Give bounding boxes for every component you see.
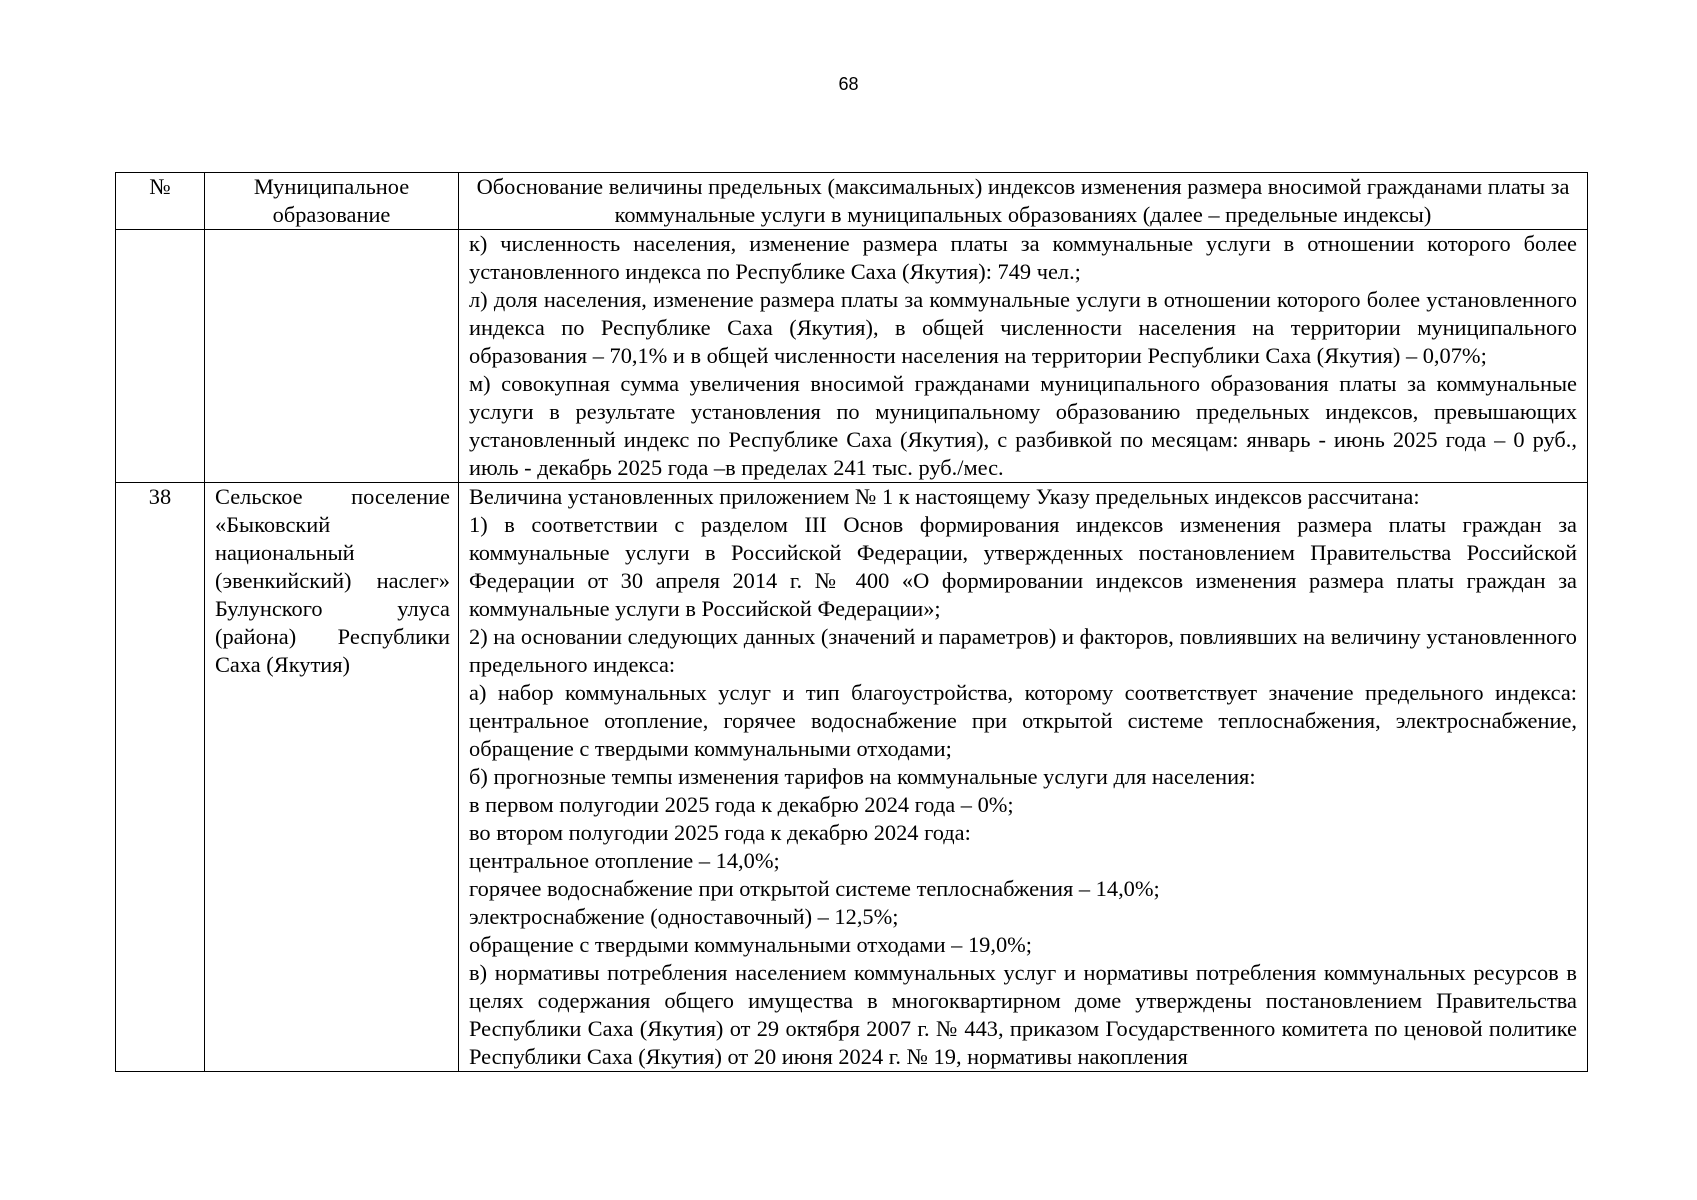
paragraph: электроснабжение (одноставочный) – 12,5%;	[469, 904, 899, 929]
paragraph: л) доля населения, изменение размера платы за коммунальные услуги в отношении которого более установленного индекса по Республике Саха (Якутия), в общей численности населения на территории муниципального образования – 70,1% и в общей численности населения на территории Республики Саха (Якутия) – 0,07%;	[469, 287, 1577, 368]
paragraph: обращение с твердыми коммунальными отходами – 19,0%;	[469, 932, 1033, 957]
row-justification	[459, 483, 1588, 1072]
paragraph: 1) в соответствии с разделом III Основ формирования индексов изменения размера платы граждан за коммунальные услуги в Российской Федерации, утвержденных постановлением Правительства Российской Федерации от 30 апреля 2014 г. № 400 «О формировании индексов изменения размера платы граждан за коммунальные услуги в Российской Федерации»;	[469, 512, 1577, 621]
paragraph: Величина установленных приложением № 1 к настоящему Указу предельных индексов рассчитана:	[469, 484, 1420, 509]
paragraph: центральное отопление – 14,0%;	[469, 848, 780, 873]
header-municipality: Муниципальное образование	[205, 173, 459, 230]
row-municipality	[205, 230, 459, 483]
paragraph: к) численность населения, изменение размера платы за коммунальные услуги в отношении которого более установленного индекса по Республике Саха (Якутия): 749 чел.;	[469, 231, 1577, 284]
paragraph: 2) на основании следующих данных (значений и параметров) и факторов, повлиявших на величину установленного предельного индекса:	[469, 624, 1577, 677]
paragraph: горячее водоснабжение при открытой системе теплоснабжения – 14,0%;	[469, 876, 1160, 901]
table-row	[116, 230, 1588, 483]
paragraph: во втором полугодии 2025 года к декабрю 2024 года:	[469, 820, 971, 845]
header-justification: Обоснование величины предельных (максимальных) индексов изменения размера вносимой гражданами платы за коммунальные услуги в муниципальных образованиях (далее – предельные индексы)	[459, 173, 1588, 230]
paragraph: в) нормативы потребления населением коммунальных услуг и нормативы потребления коммунальных ресурсов в целях содержания общего имущества в многоквартирном доме утверждены постановлением Правительства Республики Саха (Якутия) от 29 октября 2007 г. № 443, приказом Государственного комитета по ценовой политике Республики Саха (Якутия) от 20 июня 2024 г. № 19, нормативы накопления	[469, 960, 1577, 1069]
indices-table	[115, 172, 1588, 1072]
row-num	[116, 230, 205, 483]
row-num: 38	[116, 483, 205, 1072]
row-justification	[459, 230, 1588, 483]
paragraph: в первом полугодии 2025 года к декабрю 2024 года – 0%;	[469, 792, 1014, 817]
paragraph: м) совокупная сумма увеличения вносимой гражданами муниципального образования платы за коммунальные услуги в результате установления по муниципальному образованию предельных индексов, превышающих установленный индекс по Республике Саха (Якутия), с разбивкой по месяцам: январь - июнь 2025 года – 0 руб., июль - декабрь 2025 года –в пределах 241 тыс. руб./мес.	[469, 371, 1577, 480]
header-num: №	[116, 173, 205, 230]
row-municipality: Сельское поселение «Быковский национальный (эвенкийский) наслег» Булунского улуса (района) Республики Саха (Якутия)	[205, 483, 459, 1072]
table-row	[116, 483, 1588, 1072]
paragraph: а) набор коммунальных услуг и тип благоустройства, которому соответствует значение предельного индекса: центральное отопление, горячее водоснабжение при открытой системе теплоснабжения, электроснабжение, обращение с твердыми коммунальными отходами;	[469, 680, 1577, 761]
page-number: 68	[838, 74, 859, 94]
paragraph: б) прогнозные темпы изменения тарифов на коммунальные услуги для населения:	[469, 764, 1256, 789]
table-header-row	[116, 173, 1588, 230]
